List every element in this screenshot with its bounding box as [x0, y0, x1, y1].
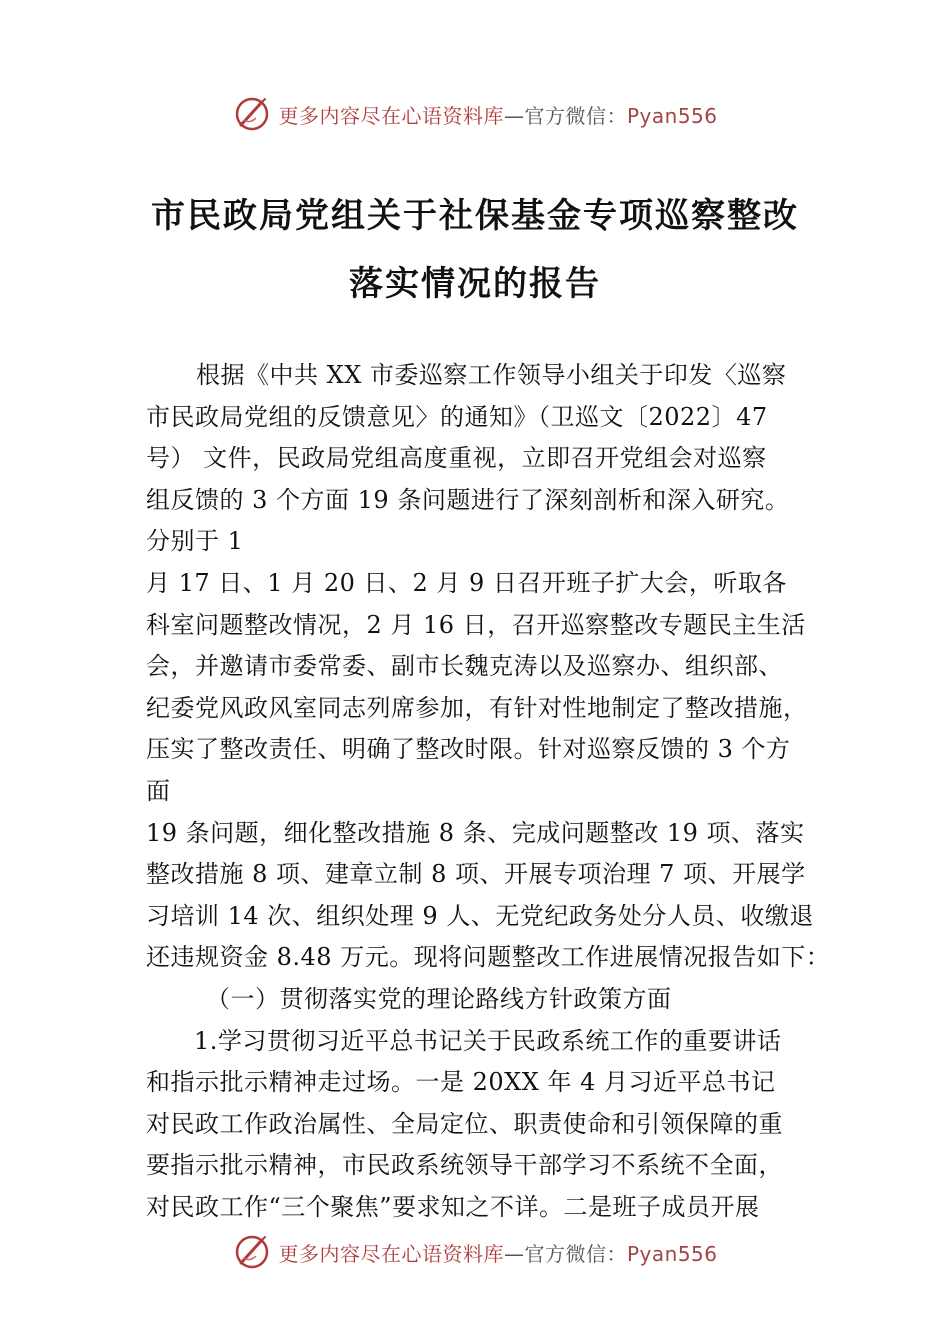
- document-title-line-2: 落实情况的报告: [349, 264, 601, 304]
- document-body: [146, 355, 831, 1228]
- banner-wechat-label: —官方微信：: [503, 1241, 627, 1266]
- body-line: 对民政工作“三个聚焦”要求知之不详。二是班子成员开展: [146, 1192, 760, 1221]
- body-line: 科室问题整改情况，2 月 16 日，召开巡察整改专题民主生活: [146, 610, 806, 639]
- banner-text: [278, 100, 717, 129]
- section-heading: （一）贯彻落实党的理论路线方针政策方面: [206, 984, 672, 1013]
- body-line: 分别于 1: [146, 527, 244, 556]
- banner-slogan: 更多内容尽在心语资料库: [278, 103, 504, 128]
- body-line: 根据《中共 XX 市委巡察工作领导小组关于印发〈巡察: [196, 361, 787, 389]
- body-line: 19 条问题，细化整改措施 8 条、完成问题整改 19 项、落实: [146, 818, 805, 847]
- header-banner: [0, 92, 950, 136]
- document-title-line-1: 市民政局党组关于社保基金专项巡察整改: [151, 196, 799, 236]
- banner-slogan: 更多内容尽在心语资料库: [278, 1241, 504, 1266]
- pen-logo-icon: [232, 94, 272, 134]
- body-line: 对民政工作政治属性、全局定位、职责使命和引领保障的重: [146, 1109, 783, 1138]
- body-line: 面: [146, 776, 171, 805]
- pen-logo-icon: [232, 1232, 272, 1272]
- body-line: 1.学习贯彻习近平总书记关于民政系统工作的重要讲话: [194, 1026, 782, 1055]
- body-line: 会，并邀请市委常委、副市长魏克涛以及巡察办、组织部、: [146, 652, 783, 681]
- footer-banner: [0, 1230, 950, 1274]
- body-line: 组反馈的 3 个方面 19 条问题进行了深刻剖析和深入研究。: [146, 485, 790, 514]
- body-line: 和指示批示精神走过场。一是 20XX 年 4 月习近平总书记: [146, 1068, 776, 1097]
- body-line: 还违规资金 8.48 万元。现将问题整改工作进展情况报告如下：: [146, 943, 831, 972]
- body-line: 压实了整改责任、明确了整改时限。针对巡察反馈的 3 个方: [146, 735, 791, 764]
- body-line: 要指示批示精神，市民政系统领导干部学习不系统不全面，: [146, 1151, 783, 1180]
- body-line: 习培训 14 次、组织处理 9 人、无党纪政务处分人员、收缴退: [146, 901, 814, 930]
- body-line: 整改措施 8 项、建章立制 8 项、开展专项治理 7 项、开展学: [146, 860, 806, 889]
- banner-text: [278, 1238, 717, 1267]
- banner-wechat-id: Pyan556: [626, 103, 718, 128]
- banner-wechat-id: Pyan556: [626, 1241, 718, 1266]
- body-line: 纪委党风政风室同志列席参加，有针对性地制定了整改措施，: [146, 693, 808, 722]
- body-line: 月 17 日、1 月 20 日、2 月 9 日召开班子扩大会，听取各: [146, 568, 787, 597]
- body-line: 号） 文件，民政局党组高度重视，立即召开党组会对巡察: [146, 444, 767, 473]
- body-line: 市民政局党组的反馈意见〉的通知》（卫巡文〔2022〕47: [146, 402, 768, 431]
- banner-wechat-label: —官方微信：: [503, 103, 627, 128]
